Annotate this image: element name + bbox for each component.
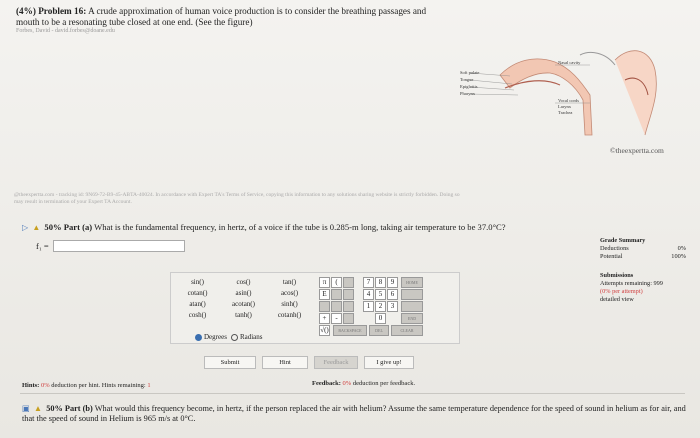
vocal-tract-figure [440,40,670,140]
part-b-text: What would this frequency become, in hertz, if the person replaced the air with helium? Assume the same temperature dependence for the speed of sound in helium as for air, and that the speed of sound in Helium is 965 m/s at 0°C. [22,404,686,423]
key-plus[interactable]: + [319,313,330,324]
key-blank[interactable] [343,289,354,300]
key-clear[interactable]: CLEAR [391,325,423,336]
key-blank[interactable] [319,301,330,312]
function-keys [175,277,315,333]
key-backspace[interactable]: BACKSPACE [333,325,367,336]
degrees-option[interactable] [195,333,227,341]
key-open-paren[interactable]: ( [331,277,342,288]
submit-button[interactable]: Submit [204,356,256,369]
problem-number: (4%) Problem 16: [16,6,87,16]
key-blank[interactable] [401,289,423,300]
hints-text: deduction per hint. Hints remaining: [51,382,146,389]
problem-text: A crude approximation of human voice production is to consider the breathing passages and mouth to be a resonating tube closed at one end. (See the figure) [16,6,427,27]
author-line: Forbes, David - david.forbes@doane.edu [16,28,115,34]
answer-input[interactable] [53,240,185,252]
key-0[interactable]: 0 [375,313,386,324]
key-end[interactable]: END [401,313,423,324]
attempts-remaining: Attempts remaining: 999 [600,280,663,287]
hints-remaining: 1 [147,382,151,389]
feedback-pct: 0% [342,380,352,387]
figure-label-trachea: Trachea [558,110,573,115]
radians-option[interactable] [231,333,263,341]
key-blank[interactable] [343,301,354,312]
detailed-view-link[interactable]: detailed view [600,296,634,303]
part-b-label: 50% Part (b) [46,404,93,413]
hint-button[interactable]: Hint [262,356,308,369]
key-acotan[interactable]: acotan() [232,300,255,308]
key-sqrt[interactable]: √() [320,326,329,334]
expand-triangle-icon[interactable]: ▷ [22,223,29,232]
part-a-label: 50% Part (a) [44,222,93,232]
hints-info [22,382,151,389]
key-blank[interactable] [331,289,342,300]
warning-icon: ▲ [33,404,43,413]
keypad [319,275,459,343]
key-asin[interactable]: asin() [235,289,252,297]
key-blank[interactable] [343,313,354,324]
degrees-label: Degrees [204,333,227,341]
deductions-value: 0% [677,245,686,252]
feedback-button[interactable]: Feedback [314,356,358,369]
figure-label-vocal-cords: Vocal cords [558,98,580,103]
figure-label-nasal-cavity: Nasal cavity [558,60,581,65]
key-minus[interactable]: - [331,313,342,324]
submissions-header: Submissions [600,272,634,279]
figure-label-epiglottis: Epiglottis [460,84,478,89]
key-7[interactable]: 7 [363,277,374,288]
key-blank[interactable] [343,277,354,288]
key-sin[interactable]: sin() [191,278,204,286]
key-acos[interactable]: acos() [280,289,299,297]
figure-label-pharynx: Pharynx [460,91,475,96]
problem-statement [16,6,436,28]
figure-label-soft-palate: Soft palate [460,70,480,75]
key-atan[interactable]: atan() [189,300,206,308]
key-1[interactable]: 1 [363,301,374,312]
grade-summary-header: Grade Summary [600,237,646,244]
deductions-label: Deductions [600,245,629,252]
key-8[interactable]: 8 [375,277,386,288]
key-home[interactable]: HOME [401,277,423,288]
key-del[interactable]: DEL [369,325,389,336]
per-attempt: (0% per attempt) [600,288,643,295]
section-divider [20,393,685,394]
key-cos[interactable]: cos() [236,278,251,286]
radians-label: Radians [239,333,263,341]
figure-label-tongue: Tongue [460,77,474,82]
key-tan[interactable]: tan() [282,278,297,286]
key-cosh[interactable]: cosh() [188,311,207,319]
figure-label-larynx: Larynx [558,104,571,109]
part-b-question [22,404,692,424]
key-3[interactable]: 3 [387,301,398,312]
key-e[interactable]: E [319,289,330,300]
key-9[interactable]: 9 [387,277,398,288]
part-a-question [22,222,506,232]
key-cotan[interactable]: cotan() [187,289,208,297]
deductions-row [600,245,686,253]
part-a-text: What is the fundamental frequency, in hertz, of a voice if the tube is 0.285-m long, taking air temperature to be 37.0°C? [94,222,506,232]
tracking-notice: @theexpertta.com - tracking id: 9N69-72-B9-45-ABTA-40024. In accordance with Expert TA's Terms of Service, copying this information to any solutions sharing website is strictly forbidden. Doing so may result in termination of your Expert TA Account. [14,192,460,205]
angle-mode [195,333,263,341]
key-2[interactable]: 2 [375,301,386,312]
potential-label: Potential [600,253,623,260]
potential-value: 100% [671,253,686,260]
radio-selected-icon [195,334,202,341]
answer-row [36,240,185,252]
expand-icon[interactable]: ▣ [22,404,30,413]
give-up-button[interactable]: I give up! [364,356,414,369]
grade-summary [600,237,686,304]
hints-pct: 0% [40,382,50,389]
radio-icon [231,334,238,341]
key-5[interactable]: 5 [375,289,386,300]
potential-row [600,253,686,261]
key-4[interactable]: 4 [363,289,374,300]
answer-variable: f₁ = [36,241,49,251]
key-tanh[interactable]: tanh() [235,311,252,319]
key-blank[interactable] [331,301,342,312]
key-cotanh[interactable]: cotanh() [277,311,302,319]
figure-watermark: ©theexpertta.com [610,146,664,155]
feedback-info [312,380,415,387]
calculator-panel [170,272,460,344]
feedback-text: deduction per feedback. [352,380,416,387]
key-pi[interactable]: π [319,277,330,288]
feedback-label: Feedback: [312,380,341,387]
hints-label: Hints: [22,382,40,389]
warning-icon: ▲ [32,223,41,232]
key-sinh[interactable]: sinh() [281,300,298,308]
key-6[interactable]: 6 [387,289,398,300]
key-blank[interactable] [401,301,423,312]
